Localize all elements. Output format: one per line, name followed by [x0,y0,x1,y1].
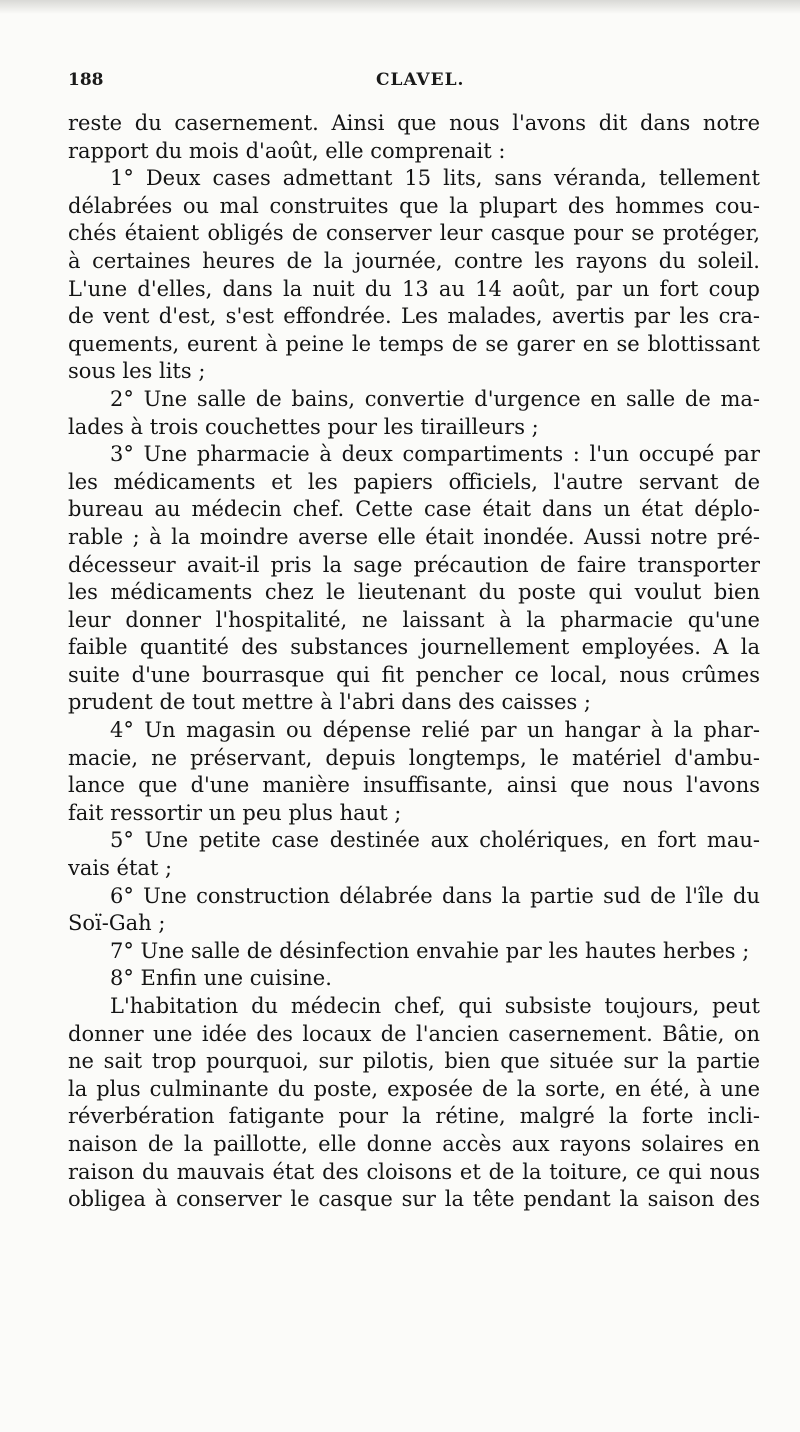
text-line: naison de la paillotte, elle donne accès aux rayons solaires en [68,1131,760,1156]
text-line: lance que d'une manière insuffisante, ainsi que nous l'avons [68,773,760,798]
body-text [68,110,760,1214]
text-line: faible quantité des substances journellement employées. A la [68,635,760,660]
text-line: chés étaient obligés de conserver leur casque pour se protéger, [68,221,760,246]
page-number: 188 [68,70,104,90]
text-line: vais état ; [68,856,173,881]
text-line: 2° Une salle de bains, convertie d'urgence en salle de ma- [110,386,760,411]
text-line: 5° Une petite case destinée aux cholériques, en fort mau- [110,828,760,853]
text-line: les médicaments chez le lieutenant du poste qui voulut bien [68,580,760,605]
text-line: la plus culminante du poste, exposée de la sorte, en été, à une [68,1076,760,1101]
text-line: bureau au médecin chef. Cette case était dans un état déplo- [68,497,760,522]
text-line: rable ; à la moindre averse elle était inondée. Aussi notre pré- [68,524,760,549]
text-line: L'une d'elles, dans la nuit du 13 au 14 août, par un fort coup [68,276,760,301]
text-line: décesseur avait-il pris la sage précaution de faire transporter [68,552,760,577]
running-head [68,70,760,100]
text-line: suite d'une bourrasque qui fit pencher ce local, nous crûmes [68,662,760,687]
text-line: prudent de tout mettre à l'abri dans des caisses ; [68,690,591,715]
header-title: CLAVEL. [376,70,465,90]
text-line: donner une idée des locaux de l'ancien casernement. Bâtie, on [68,1021,760,1046]
page-top-shadow [0,0,800,14]
text-line: délabrées ou mal construites que la plupart des hommes cou- [68,193,760,218]
text-line: raison du mauvais état des cloisons et de la toiture, ce qui nous [68,1159,760,1184]
text-line: rapport du mois d'août, elle comprenait : [68,138,506,163]
text-line: L'habitation du médecin chef, qui subsiste toujours, peut [110,994,760,1018]
text-line: de vent d'est, s'est effondrée. Les malades, avertis par les cra- [68,304,760,329]
text-line: sous les lits ; [68,359,206,384]
text-line: macie, ne préservant, depuis longtemps, le matériel d'ambu- [68,745,760,770]
text-line: quements, eurent à peine le temps de se garer en se blottissant [68,331,760,356]
text-line: 4° Un magasin ou dépense relié par un hangar à la phar- [110,718,760,743]
text-line: à certaines heures de la journée, contre les rayons du soleil. [68,248,760,273]
text-line: lades à trois couchettes pour les tirailleurs ; [68,414,539,439]
text-line: leur donner l'hospitalité, ne laissant à la pharmacie qu'une [68,607,760,632]
text-line: réverbération fatigante pour la rétine, malgré la forte incli- [68,1104,760,1129]
text-line: ne sait trop pourquoi, sur pilotis, bien que située sur la partie [68,1049,760,1074]
text-line: 3° Une pharmacie à deux compartiments : l'un occupé par [110,442,760,467]
text-line: 7° Une salle de désinfection envahie par les hautes herbes ; [110,938,750,963]
text-line: les médicaments et les papiers officiels, l'autre servant de [68,469,760,494]
text-line: Soï-Gah ; [68,911,166,936]
text-line: 6° Une construction délabrée dans la partie sud de l'île du [110,883,760,908]
text-line: fait ressortir un peu plus haut ; [68,800,402,825]
text-line: 1° Deux cases admettant 15 lits, sans véranda, tellement [110,166,760,191]
text-line: 8° Enfin une cuisine. [110,966,332,991]
text-line: obligea à conserver le casque sur la tête pendant la saison des [68,1187,760,1212]
text-line: reste du casernement. Ainsi que nous l'avons dit dans notre [68,111,760,135]
